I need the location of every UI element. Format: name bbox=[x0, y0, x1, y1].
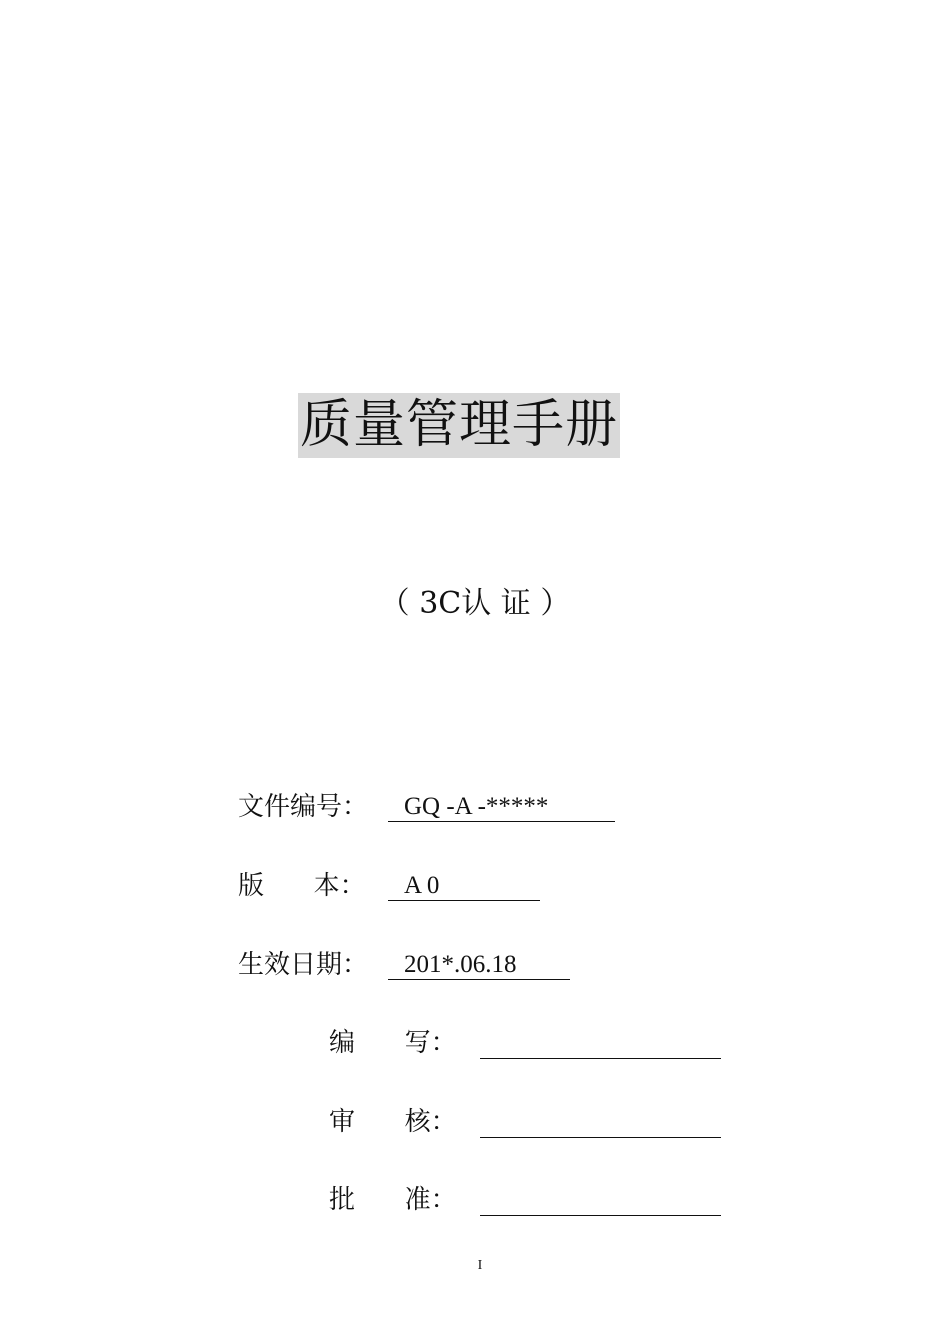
field-version-value: A 0 bbox=[388, 868, 540, 901]
document-title: 质量管理手册 bbox=[298, 393, 620, 458]
field-file-number-label: 文件编号： bbox=[238, 792, 369, 822]
field-file-number bbox=[238, 789, 638, 825]
field-version-label: 版 本： bbox=[238, 871, 366, 901]
page-number: I bbox=[477, 1258, 483, 1273]
signature-reviewed-line bbox=[480, 1104, 721, 1138]
signature-compiled bbox=[329, 1025, 724, 1061]
signature-approved bbox=[329, 1182, 724, 1218]
field-effective-date-label: 生效日期： bbox=[238, 950, 369, 980]
field-effective-date-value: 201*.06.18 bbox=[388, 947, 570, 980]
signature-reviewed-label: 审 核： bbox=[329, 1107, 457, 1137]
field-effective-date bbox=[238, 947, 638, 983]
signature-reviewed bbox=[329, 1104, 724, 1140]
field-file-number-value: GQ -A -***** bbox=[388, 789, 615, 822]
signature-approved-label: 批 准： bbox=[329, 1185, 457, 1215]
document-subtitle: （ 3C认 证 ） bbox=[379, 586, 571, 621]
field-version bbox=[238, 868, 638, 904]
signature-approved-line bbox=[480, 1182, 721, 1216]
signature-compiled-label: 编 写： bbox=[329, 1028, 457, 1058]
signature-compiled-line bbox=[480, 1025, 721, 1059]
